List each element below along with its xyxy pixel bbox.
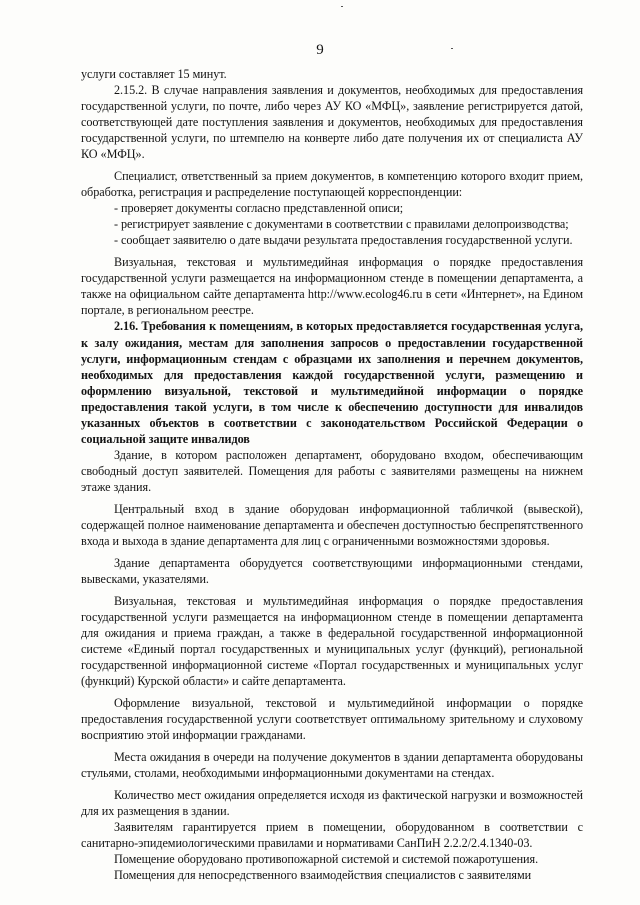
- paragraph: - сообщает заявителю о дате выдачи результата предоставления государственной услуги.: [114, 233, 573, 248]
- paragraph: Места ожидания в очереди на получение документов в здании департамента оборудованы стульями, столами, необходимыми информационными документами на стендах.: [81, 750, 583, 781]
- paragraph: Визуальная, текстовая и мультимедийная информация о порядке предоставления государственной услуги размещается на информационном стенде в помещении департамента, а также на официальном сайте департамента http://www.ecolog46.ru в сети «Интернет», на Едином портале, в региональном реестре.: [81, 255, 583, 318]
- page-number: 9: [316, 42, 324, 58]
- paragraph: 2.15.2. В случае направления заявления и документов, необходимых для предоставления государственной услуги, по почте, либо через АУ КО «МФЦ», заявление регистрируется датой, соответствующей дате поступления заявления и документов, необходимых для предоставления государственной услуги, по штемпелю на конверте либо дате получения их от специалиста АУ КО «МФЦ».: [81, 83, 583, 162]
- paragraph: - регистрирует заявление с документами в соответствии с правилами делопроизводства;: [114, 217, 569, 232]
- paragraph: Помещения для непосредственного взаимодействия специалистов с заявителями: [114, 868, 532, 883]
- scan-speck: [341, 6, 343, 7]
- document-body: [81, 66, 583, 884]
- paragraph: Помещение оборудовано противопожарной системой и системой пожаротушения.: [114, 852, 539, 867]
- section-heading: 2.16. Требования к помещениям, в которых предоставляется государственная услуга, к залу ожидания, местам для заполнения запросов о предоставлении государственной услуги, информационным стендам с образцами их заполнения и перечнем документов, необходимых для предоставления каждой государственной услуги, размещению и оформлению визуальной, текстовой и мультимедийной информации о порядке предоставления такой услуги, в том числе к обеспечению доступности для инвалидов указанных объектов в соответствии с законодательством Российской Федерации о социальной защите инвалидов: [81, 319, 583, 446]
- paragraph: - проверяет документы согласно представленной описи;: [114, 201, 404, 216]
- paragraph: Визуальная, текстовая и мультимедийная информация о порядке предоставления государственной услуги размещается на информационном стенде в помещении департамента для ожидания и приема граждан, а также в федеральной государственной информационной системе «Единый портал государственных и муниципальных услуг (функций), региональной государственной информационной системе «Портал государственных и муниципальных услуг (функций) Курской области» и сайте департамента.: [81, 593, 583, 689]
- paragraph: Центральный вход в здание оборудован информационной табличкой (вывеской), содержащей полное наименование департамента и обеспечен доступностью беспрепятственного входа и выхода в здание департамента для лиц с ограниченными возможностями здоровья.: [81, 501, 583, 548]
- paragraph: Специалист, ответственный за прием документов, в компетенцию которого входит прием, обработка, регистрация и распределение поступающей корреспонденции:: [81, 169, 583, 200]
- paragraph: Количество мест ожидания определяется исходя из фактической нагрузки и возможностей для их размещения в здании.: [81, 788, 583, 819]
- paragraph: Заявителям гарантируется прием в помещении, оборудованном в соответствии с санитарно-эпидемиологическими правилами и нормативами СанПиН 2.2.2/2.4.1340-03.: [81, 820, 583, 851]
- paragraph: Здание департамента оборудуется соответствующими информационными стендами, вывесками, указателями.: [81, 555, 583, 586]
- paragraph: услуги составляет 15 минут.: [81, 67, 227, 81]
- paragraph: Здание, в котором расположен департамент, оборудовано входом, обеспечивающим свободный доступ заявителей. Помещения для работы с заявителями размещены на нижнем этаже здания.: [81, 447, 583, 494]
- paragraph: Оформление визуальной, текстовой и мультимедийной информации о порядке предоставления государственной услуги соответствует оптимальному зрительному и слуховому восприятию этой информации гражданами.: [81, 696, 583, 743]
